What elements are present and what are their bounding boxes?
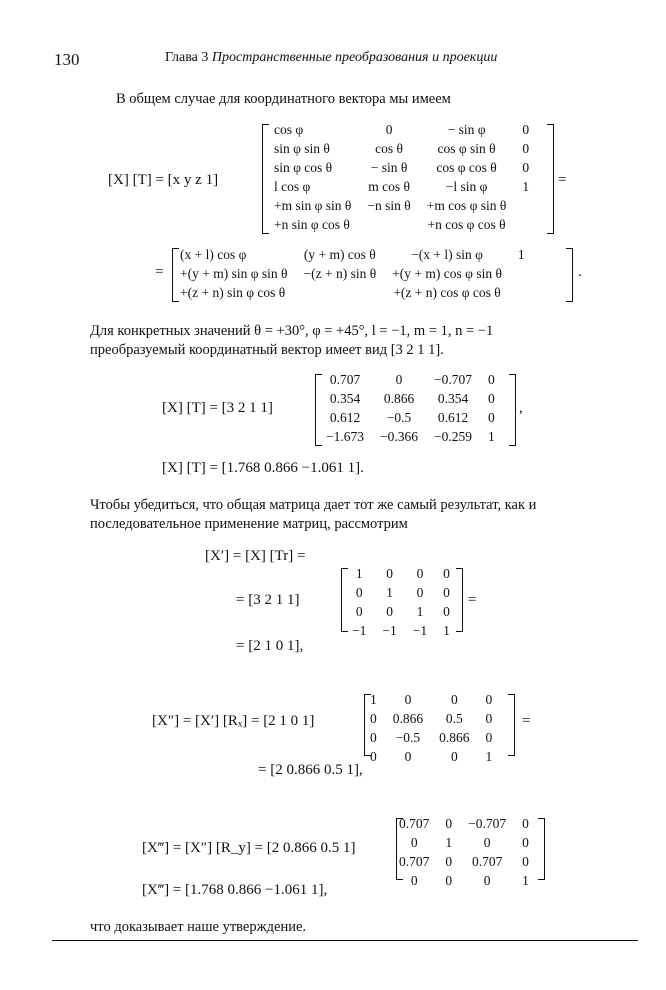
matrix-cell: cos θ <box>375 140 403 156</box>
matrix-cell: sin φ cos θ <box>274 159 333 175</box>
matrix-cell: 0 <box>416 584 424 600</box>
matrix-row <box>362 747 500 766</box>
eq1-lhs: [X] [T] = [x y z 1] <box>108 172 219 188</box>
matrix-cell: 0 <box>522 834 529 850</box>
matrix-cell: 0.707 <box>399 815 430 831</box>
matrix-row <box>362 690 500 709</box>
matrix-cell: − sin φ <box>447 121 486 137</box>
matrix-cell: 1 <box>386 584 393 600</box>
matrix-cell: +m cos φ sin θ <box>426 197 507 213</box>
matrix-cell: 0.354 <box>329 390 361 406</box>
matrix-cell: 0 <box>445 872 453 888</box>
matrix-cell: cos φ cos θ <box>436 159 497 175</box>
matrix-cell: 0 <box>445 853 453 869</box>
matrix-cell: 1 <box>488 428 495 444</box>
matrix-row <box>391 852 537 871</box>
matrix-cell: −(z + n) sin θ <box>303 265 377 281</box>
matrix-cell: +m sin φ sin θ <box>274 197 352 213</box>
matrix-cell: 0 <box>395 371 403 387</box>
matrix-row <box>391 814 537 833</box>
matrix-row <box>344 621 458 640</box>
matrix-cell: 0 <box>443 584 450 600</box>
matrix-cell: 0 <box>488 390 495 406</box>
matrix-cell: 0.5 <box>445 710 463 726</box>
matrix-cell: cos φ sin θ <box>437 140 496 156</box>
eq3-matrix <box>318 370 503 446</box>
matrix-cell: 0 <box>450 691 458 707</box>
matrix-cell <box>514 215 537 234</box>
matrix-cell: 1 <box>522 178 530 194</box>
matrix-row <box>172 245 533 264</box>
matrix-row <box>391 871 537 890</box>
matrix-cell: 0.707 <box>329 371 361 387</box>
matrix-row <box>362 709 500 728</box>
matrix-cell: 0.612 <box>329 409 361 425</box>
eq2-period: . <box>578 264 582 280</box>
eq5-bracket-right <box>508 694 515 756</box>
matrix-cell: 1 <box>517 246 525 262</box>
matrix-cell: −1 <box>412 622 428 638</box>
eq4-lhs: [X′] = [X] [Tr] = <box>205 548 306 564</box>
matrix-cell: − sin θ <box>370 159 408 175</box>
matrix-cell: 1 <box>355 565 363 581</box>
matrix-cell: 0 <box>488 371 495 387</box>
specific-line-1: Для конкретных значений θ = +30°, φ = +45°, l = −1, m = 1, n = −1 <box>90 323 494 339</box>
eq2-prefix: = <box>155 264 164 280</box>
page-bottom-rule <box>52 940 638 941</box>
matrix-cell: 0 <box>386 565 393 581</box>
eq5-equals: = <box>522 713 531 729</box>
matrix-cell: −1.673 <box>326 428 364 444</box>
matrix-cell: 1 <box>485 748 493 764</box>
matrix-cell: −1 <box>382 622 397 638</box>
matrix-cell: 1 <box>416 603 424 619</box>
eq6-bracket-right <box>538 818 545 880</box>
check-line-2: последовательное применение матриц, рассмотрим <box>90 516 408 532</box>
matrix-cell: 0 <box>485 729 493 745</box>
matrix-cell: l cos φ <box>274 178 311 194</box>
matrix-cell: 0 <box>483 872 491 888</box>
matrix-row <box>318 427 503 446</box>
matrix-cell: 0.866 <box>383 390 415 406</box>
matrix-row <box>391 833 537 852</box>
eq4-result: = [2 1 0 1], <box>236 638 304 654</box>
specific-line-2: преобразуемый координатный вектор имеет вид [3 2 1 1]. <box>90 342 444 358</box>
matrix-cell: 0.866 <box>392 710 424 726</box>
matrix-cell: 1 <box>443 622 450 638</box>
eq4-vector: = [3 2 1 1] <box>236 592 300 608</box>
matrix-cell: 0 <box>450 748 458 764</box>
chapter-title: Пространственные преобразования и проекции <box>211 50 498 65</box>
matrix-cell: 0.612 <box>437 409 469 425</box>
matrix-cell: −0.5 <box>395 729 421 745</box>
matrix-cell: 0 <box>385 121 393 137</box>
eq2-bracket-right <box>566 248 573 302</box>
matrix-cell: 0 <box>386 603 393 619</box>
matrix-cell: 0.707 <box>471 853 503 869</box>
matrix-cell: 0 <box>522 121 530 137</box>
matrix-cell: −l sin φ <box>445 178 488 194</box>
matrix-cell: 0 <box>488 409 495 425</box>
matrix-cell: −0.366 <box>380 428 418 444</box>
matrix-row <box>344 583 458 602</box>
matrix-cell: +(y + m) sin φ sin θ <box>180 265 288 281</box>
matrix-row <box>172 264 533 283</box>
eq4-bracket-right <box>456 568 463 632</box>
running-header <box>165 50 497 66</box>
matrix-row <box>318 408 503 427</box>
matrix-row <box>362 728 500 747</box>
matrix-cell: −1 <box>352 622 367 638</box>
matrix-cell: cos φ <box>274 121 304 137</box>
eq1-bracket-right <box>547 124 554 234</box>
eq1-equals: = <box>558 172 567 188</box>
matrix-row <box>344 564 458 583</box>
conclusion-text: что доказывает наше утверждение. <box>90 919 307 935</box>
matrix-cell: 0 <box>443 603 450 619</box>
matrix-cell: 0 <box>445 815 453 831</box>
eq6-lhs: [X‴] = [X″] [R_y] = [2 0.866 0.5 1] <box>142 840 356 856</box>
matrix-cell: +n sin φ cos θ <box>274 216 350 232</box>
matrix-cell: 0.354 <box>437 390 469 406</box>
matrix-cell: −(x + l) sin φ <box>411 246 483 262</box>
page-number: 130 <box>54 50 80 69</box>
matrix-cell: 0.866 <box>439 729 470 745</box>
matrix-cell: 0 <box>483 834 491 850</box>
eq3-lhs: [X] [T] = [3 2 1 1] <box>162 400 273 416</box>
eq5-result: = [2 0.866 0.5 1], <box>258 762 363 778</box>
matrix-cell: +(z + n) sin φ cos θ <box>180 284 286 300</box>
check-line-1: Чтобы убедиться, что общая матрица дает тот же самый результат, как и <box>90 497 537 513</box>
eq4-equals: = <box>468 592 477 608</box>
matrix-cell: 0 <box>522 853 529 869</box>
matrix-cell: 0 <box>355 603 363 619</box>
matrix-cell <box>296 283 385 302</box>
matrix-cell: +(y + m) cos φ sin θ <box>392 265 502 281</box>
matrix-row <box>266 196 537 215</box>
matrix-cell: 0 <box>355 584 363 600</box>
matrix-cell: 0 <box>370 748 377 764</box>
matrix-cell: −n sin θ <box>367 197 411 213</box>
matrix-cell: 0.707 <box>399 853 430 869</box>
matrix-cell: sin φ sin θ <box>274 140 330 156</box>
matrix-cell: 0 <box>443 565 450 581</box>
matrix-cell: m cos θ <box>368 178 410 194</box>
eq3-comma: , <box>519 400 523 416</box>
eq5-lhs: [X″] = [X′] [Rₓ] = [2 1 0 1] <box>152 713 315 729</box>
matrix-cell: 0 <box>485 710 493 726</box>
matrix-cell: 0 <box>404 691 412 707</box>
eq3-result: [X] [T] = [1.768 0.866 −1.061 1]. <box>162 460 364 476</box>
matrix-row <box>344 602 458 621</box>
matrix-cell: 0 <box>410 834 418 850</box>
matrix-row <box>318 389 503 408</box>
matrix-cell: 0 <box>522 140 530 156</box>
matrix-cell: −0.5 <box>386 409 412 425</box>
matrix-cell <box>510 264 533 283</box>
matrix-cell: 1 <box>370 691 377 707</box>
eq5-matrix <box>362 690 500 766</box>
matrix-cell: −0.707 <box>468 815 507 831</box>
matrix-cell: 0 <box>404 748 412 764</box>
matrix-cell: −0.259 <box>434 428 472 444</box>
matrix-cell: 0 <box>522 159 530 175</box>
eq1-matrix <box>266 120 537 234</box>
eq6-matrix <box>391 814 537 890</box>
chapter-label: Глава 3 <box>165 50 209 65</box>
matrix-row <box>172 283 533 302</box>
matrix-row <box>266 215 537 234</box>
matrix-cell <box>510 283 533 302</box>
matrix-cell: +n cos φ cos θ <box>427 216 506 232</box>
matrix-cell: 0 <box>416 565 424 581</box>
matrix-row <box>266 158 537 177</box>
matrix-cell: (y + m) cos θ <box>303 246 376 262</box>
eq6-result: [X‴] = [1.768 0.866 −1.061 1], <box>142 882 328 898</box>
matrix-cell: 0 <box>410 872 418 888</box>
matrix-cell: +(z + n) cos φ cos θ <box>393 284 501 300</box>
matrix-cell: 1 <box>445 834 453 850</box>
matrix-row <box>266 120 537 139</box>
matrix-cell: −0.707 <box>434 371 472 387</box>
eq2-matrix <box>172 245 533 302</box>
eq3-bracket-right <box>509 374 516 446</box>
matrix-row <box>318 370 503 389</box>
matrix-cell: 1 <box>522 872 529 888</box>
intro-text: В общем случае для координатного вектора мы имеем <box>116 91 451 107</box>
matrix-cell: 0 <box>522 815 529 831</box>
matrix-cell: 0 <box>370 710 377 726</box>
matrix-cell: 0 <box>370 729 377 745</box>
matrix-cell: 0 <box>485 691 493 707</box>
eq4-matrix <box>344 564 458 640</box>
matrix-row <box>266 177 537 196</box>
matrix-cell: (x + l) cos φ <box>180 246 247 262</box>
matrix-cell <box>359 215 418 234</box>
matrix-cell <box>514 196 537 215</box>
matrix-row <box>266 139 537 158</box>
